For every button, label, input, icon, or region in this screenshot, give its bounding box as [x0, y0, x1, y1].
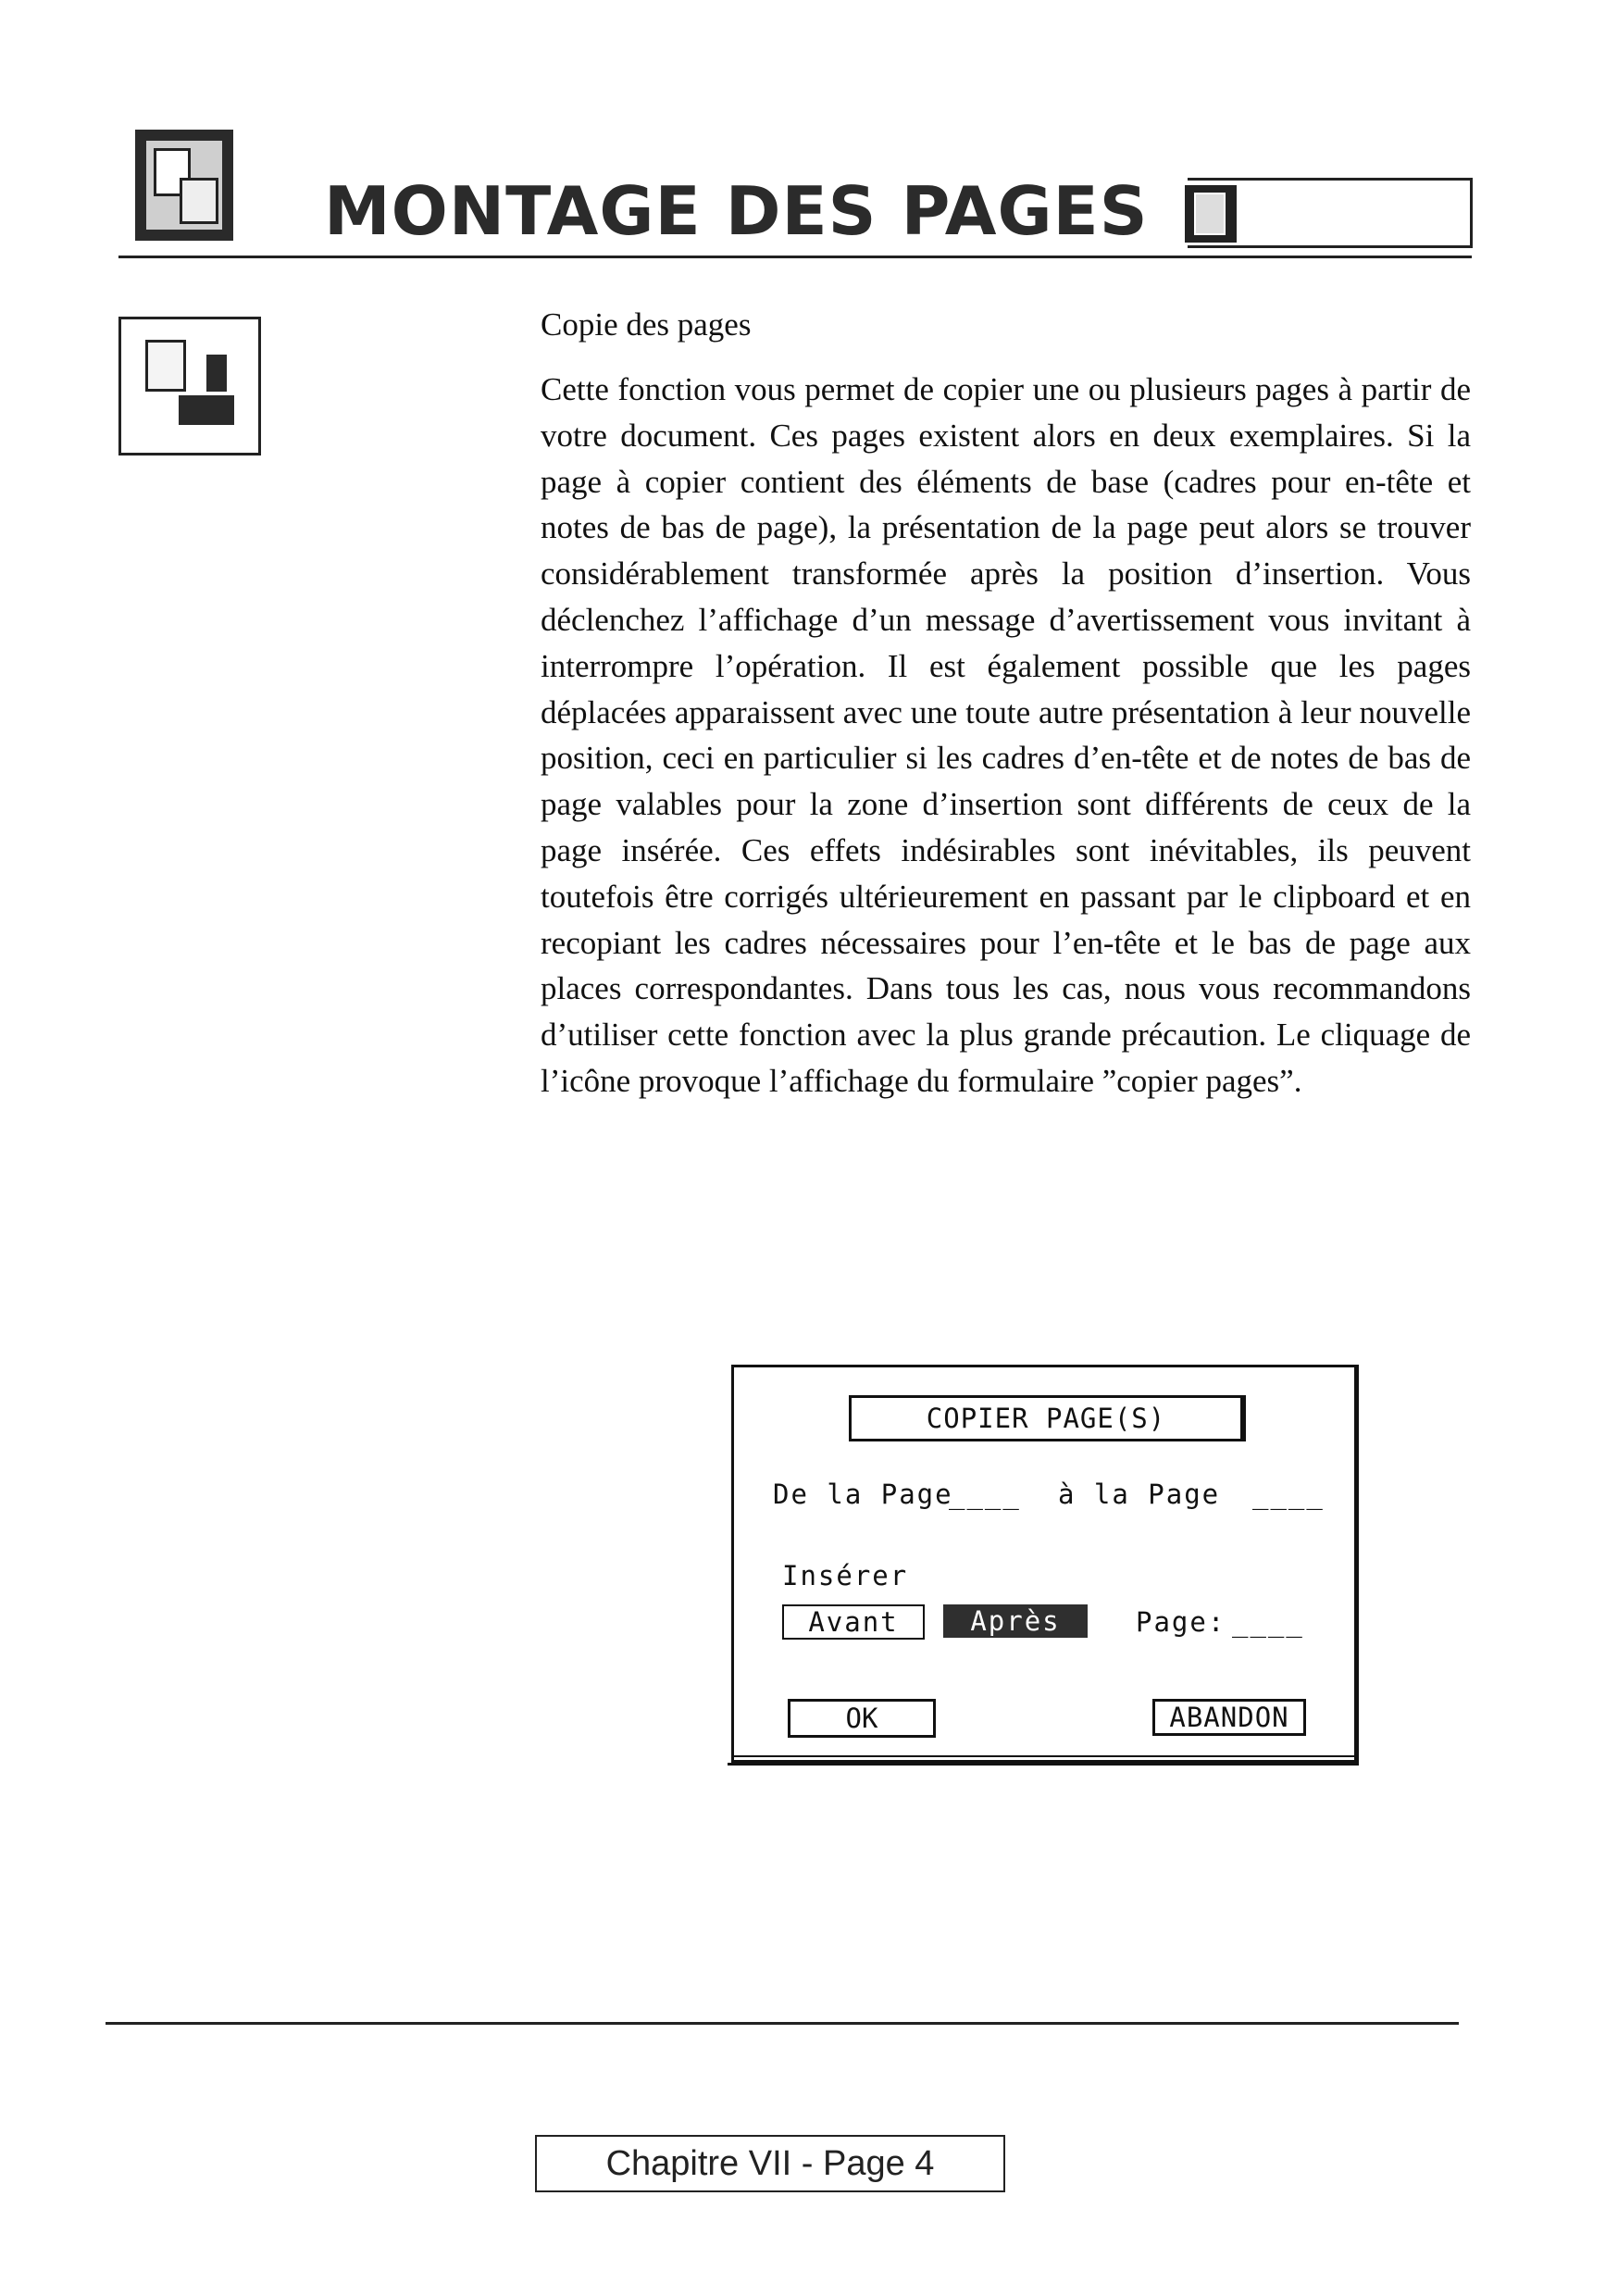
footer-divider [106, 2022, 1459, 2025]
abandon-button[interactable]: ABANDON [1152, 1699, 1306, 1736]
page-small-icon [1185, 185, 1237, 243]
ok-button[interactable]: OK [788, 1699, 936, 1738]
from-page-label: De la Page [773, 1479, 953, 1510]
to-page-field[interactable]: ____ [1252, 1479, 1325, 1510]
to-page-label: à la Page [1058, 1479, 1221, 1510]
page-title: MONTAGE DES PAGES [324, 172, 1149, 250]
insert-page-label: Page: [1136, 1606, 1226, 1638]
dialog-frame-line [731, 1755, 1355, 1757]
insert-label: Insérer [782, 1560, 909, 1591]
after-option-button[interactable]: Après [943, 1604, 1088, 1638]
dialog-title: COPIER PAGE(S) [849, 1395, 1246, 1441]
page-layout-icon [135, 130, 233, 241]
dialog-shadow [1356, 1365, 1359, 1765]
page-number: Chapitre VII - Page 4 [535, 2135, 1005, 2192]
before-option-button[interactable]: Avant [782, 1604, 925, 1640]
insert-page-field[interactable]: ____ [1232, 1606, 1304, 1638]
header-divider [118, 256, 1472, 258]
dialog-shadow [728, 1763, 1359, 1766]
copy-pages-dialog [731, 1365, 1357, 1763]
from-page-field[interactable]: ____ [949, 1479, 1021, 1510]
copy-pages-icon [118, 317, 261, 455]
section-heading: Copie des pages [541, 306, 752, 343]
body-paragraph: Cette fonction vous permet de copier une ou plusieurs pages à partir de votre document. Ces pages existent alors en deux exemplaires. Si la page à copier contient des éléments de base (cadres pour en-tête et notes de bas de page), la présentation de la page peut alors se trouver considérablement transformée après la position d’insertion. Vous déclenchez l’affichage d’un message d’avertissement vous invitant à interrompre l’opération. Il est également possible que les pages déplacées apparaissent avec une toute autre présentation à leur nouvelle position, ceci en particulier si les cadres d’en-tête et de notes de bas de page valables pour la zone d’insertion sont différents de ceux de la page insérée. Ces effets indésirables sont inévitables, ils peuvent toutefois être corrigés ultérieurement en passant par le clipboard et en recopiant les cadres nécessaires pour l’en-tête et le bas de page aux places correspondantes. Dans tous les cas, nous vous recommandons d’utiliser cette fonction avec la plus grande précaution. Le cliquage de l’icône provoque l’affichage du formulaire ”copier pages”. [541, 371, 1471, 1099]
